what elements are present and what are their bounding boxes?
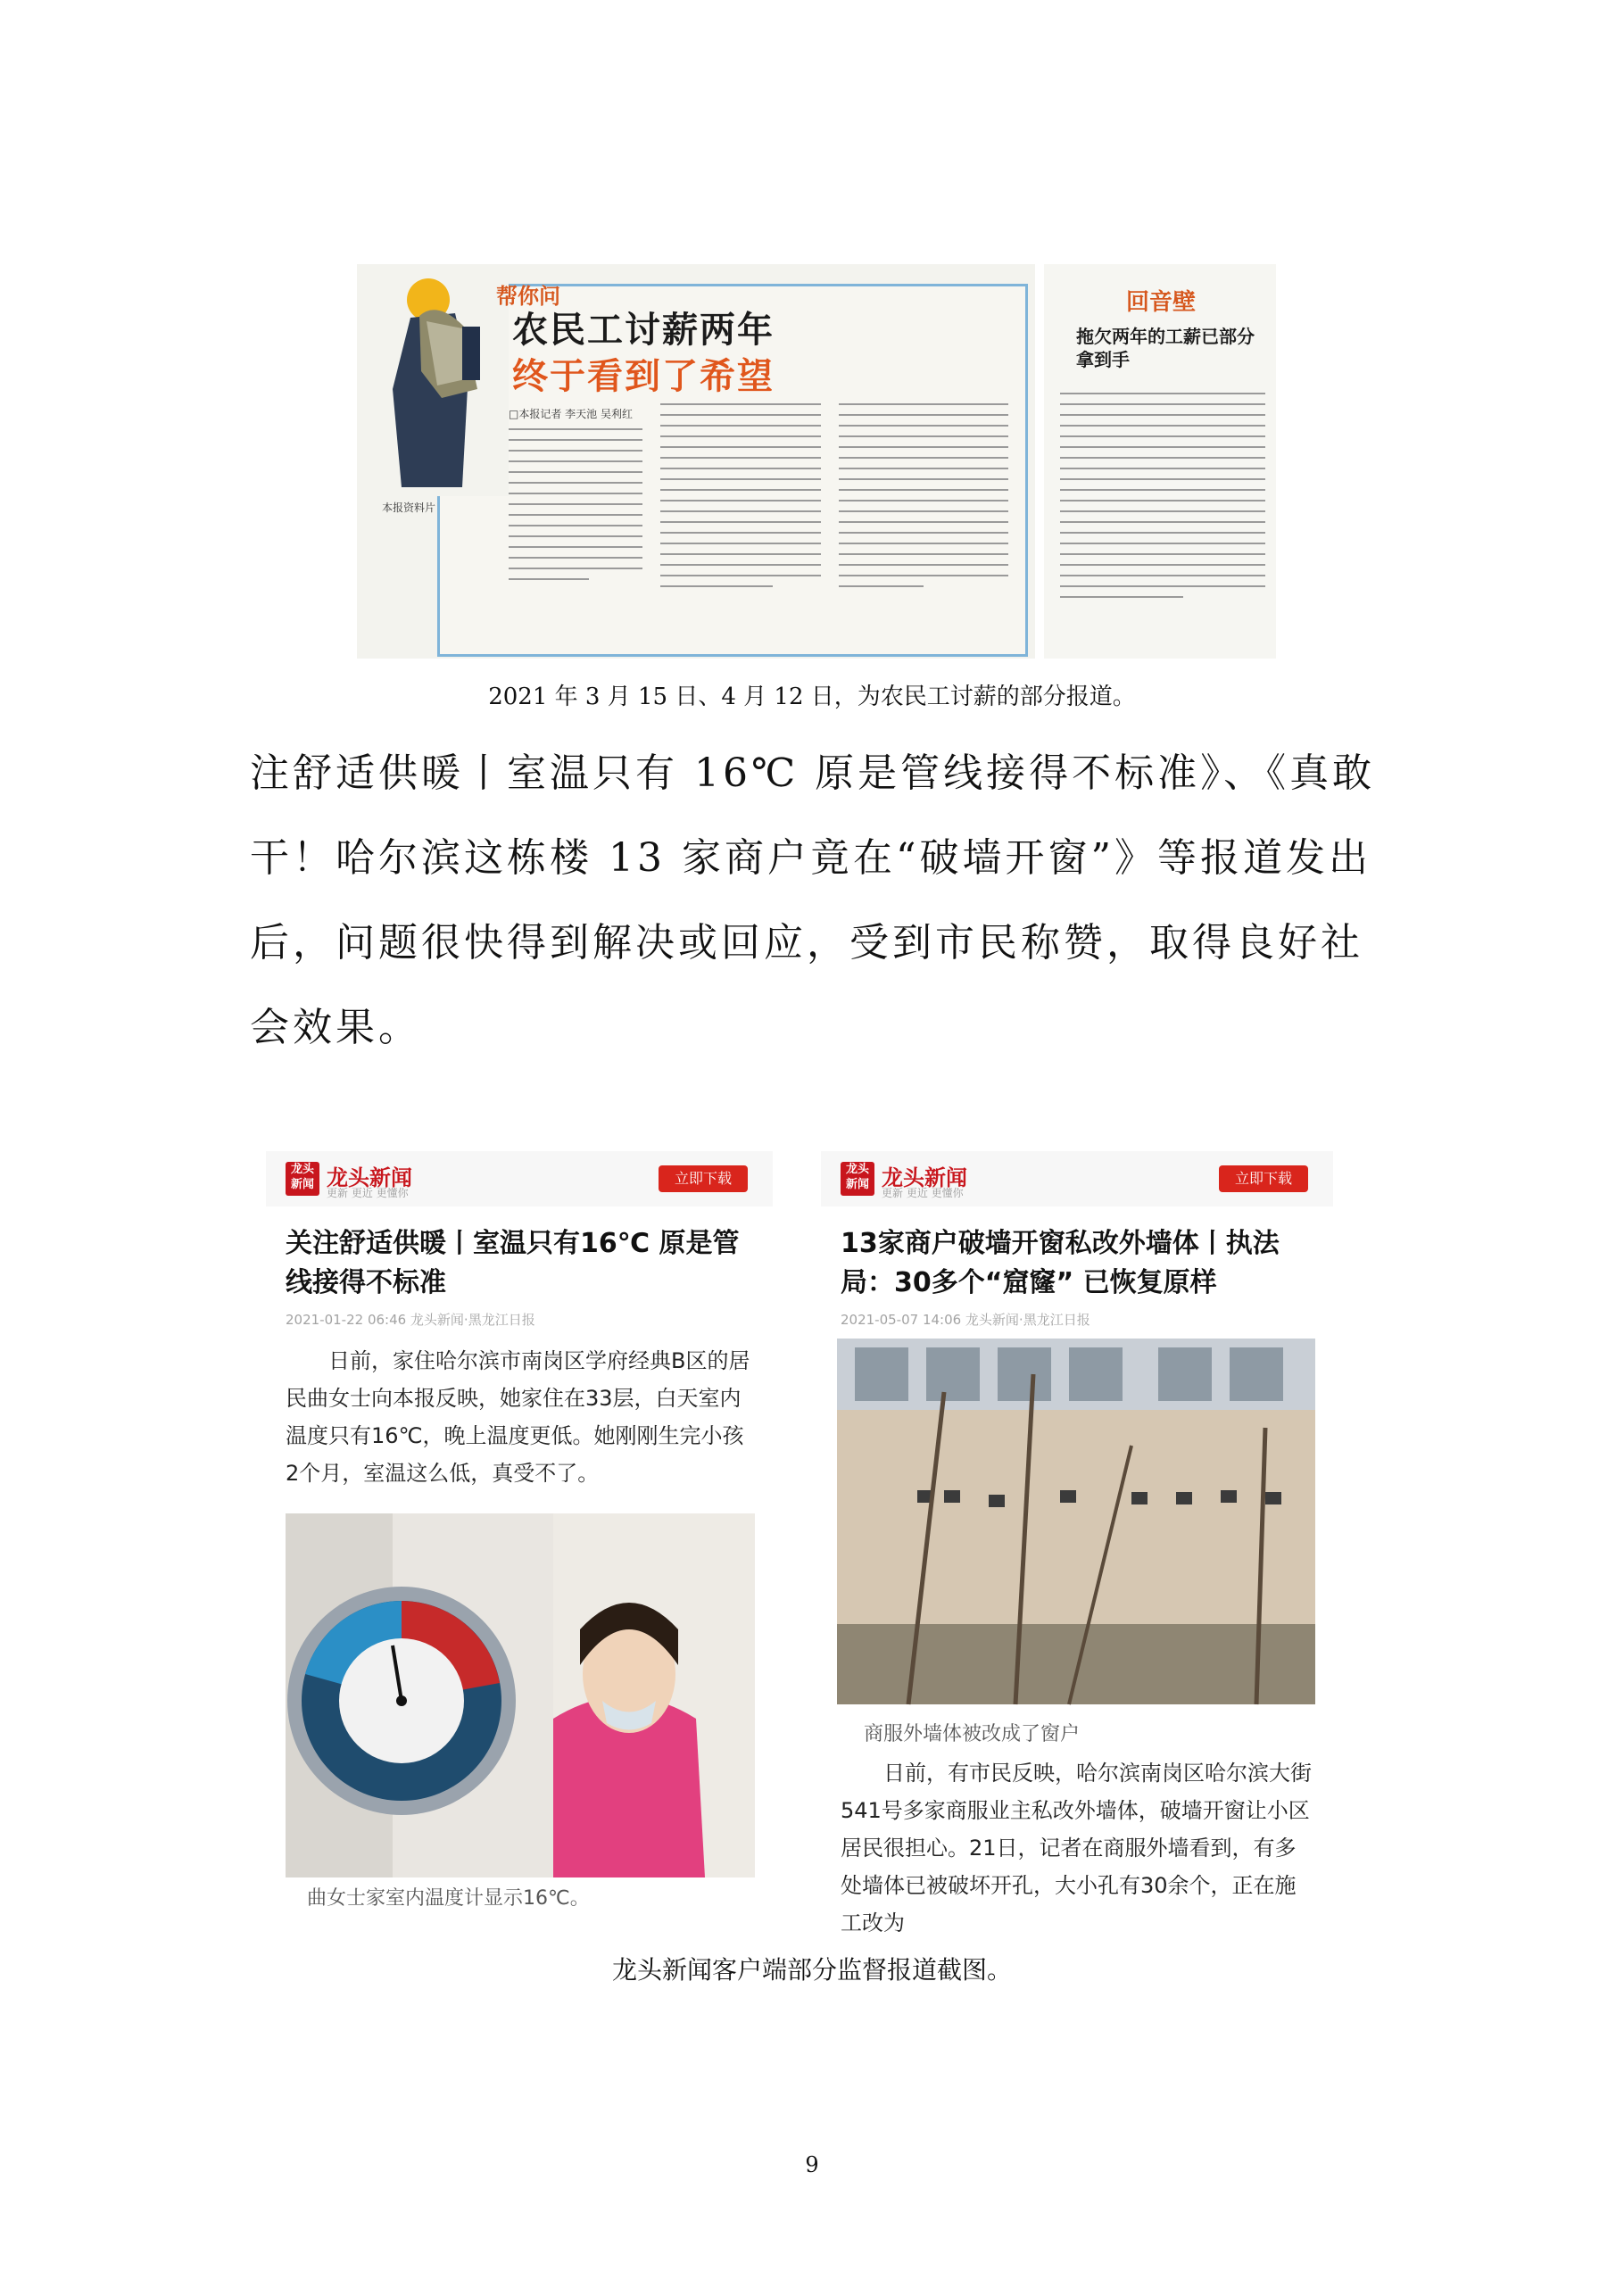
download-button[interactable]: 立即下载 bbox=[1219, 1165, 1308, 1192]
worker-photo bbox=[357, 264, 509, 496]
figure-caption-top: 2021 年 3 月 15 日、4 月 12 日，为农民工讨薪的部分报道。 bbox=[488, 684, 1136, 710]
article-text-column bbox=[839, 403, 1008, 644]
app-name: 龙头新闻 bbox=[882, 1165, 967, 1190]
article-title: 关注舒适供暖丨室温只有16℃ 原是管线接得不标准 bbox=[286, 1228, 740, 1298]
column-tag-followup: 回音壁 bbox=[1126, 289, 1197, 316]
paragraph-line: 干！哈尔滨这栋楼 13 家商户竟在“破墙开窗”》等报道发出 bbox=[250, 835, 1371, 881]
app-logo-icon: 龙头新闻 bbox=[286, 1162, 319, 1196]
headline-line1: 农民工讨薪两年 bbox=[512, 310, 775, 351]
article-meta: 2021-05-07 14:06 龙头新闻·黑龙江日报 bbox=[841, 1312, 1090, 1328]
app-slogan: 更新 更近 更懂你 bbox=[327, 1187, 409, 1199]
paragraph-line: 会效果。 bbox=[250, 1005, 421, 1050]
page-number: 9 bbox=[805, 2152, 819, 2177]
photo-caption: 曲女士家室内温度计显示16℃。 bbox=[307, 1887, 590, 1910]
headline-line2: 终于看到了希望 bbox=[512, 356, 775, 397]
paragraph-line: 注舒适供暖丨室温只有 16℃ 原是管线接得不标准》、《真敢 bbox=[250, 750, 1376, 796]
column-tag: 帮你问 bbox=[496, 284, 560, 309]
byline: □本报记者 李天池 吴利红 bbox=[509, 408, 633, 420]
article-body: 日前，家住哈尔滨市南岗区学府经典B区的居民曲女士向本报反映，她家住在33层，白天室内温度只有16℃，晚上温度更低。她刚刚生完小孩2个月，室温这么低，真受不了。 bbox=[286, 1348, 750, 1486]
photo-credit: 本报资料片 bbox=[382, 501, 436, 514]
building-wall-photo bbox=[837, 1339, 1315, 1704]
article-text-column bbox=[509, 403, 642, 644]
photo-caption: 商服外墙体被改成了窗户 bbox=[864, 1723, 1081, 1745]
article-body: 日前，有市民反映，哈尔滨南岗区哈尔滨大街541号多家商服业主私改外墙体，破墙开窗让小区居民很担心。21日，记者在商服外墙看到，有多处墙体已被破坏开孔，大小孔有30余个，正在施工改为 bbox=[841, 1761, 1312, 1935]
article-text-column bbox=[660, 403, 821, 644]
app-screenshot-right bbox=[821, 1151, 1333, 1935]
thermometer-photo bbox=[286, 1513, 755, 1877]
app-screenshot-left bbox=[266, 1151, 773, 1919]
app-header bbox=[266, 1151, 773, 1206]
followup-headline: 拖欠两年的工薪已部分拿到手 bbox=[1076, 326, 1255, 370]
followup-text-column bbox=[1060, 393, 1265, 651]
app-header bbox=[821, 1151, 1333, 1206]
figure-caption-bottom: 龙头新闻客户端部分监督报道截图。 bbox=[611, 1955, 1012, 1985]
paragraph-line: 后，问题很快得到解决或回应，受到市民称赞，取得良好社 bbox=[250, 920, 1363, 966]
article-title: 13家商户破墙开窗私改外墙体丨执法局：30多个“窟窿” 已恢复原样 bbox=[841, 1228, 1280, 1298]
article-meta: 2021-01-22 06:46 龙头新闻·黑龙江日报 bbox=[286, 1312, 535, 1328]
download-button[interactable]: 立即下载 bbox=[659, 1165, 748, 1192]
app-name: 龙头新闻 bbox=[327, 1165, 412, 1190]
app-slogan: 更新 更近 更懂你 bbox=[882, 1187, 964, 1199]
app-logo-icon: 龙头新闻 bbox=[841, 1162, 874, 1196]
